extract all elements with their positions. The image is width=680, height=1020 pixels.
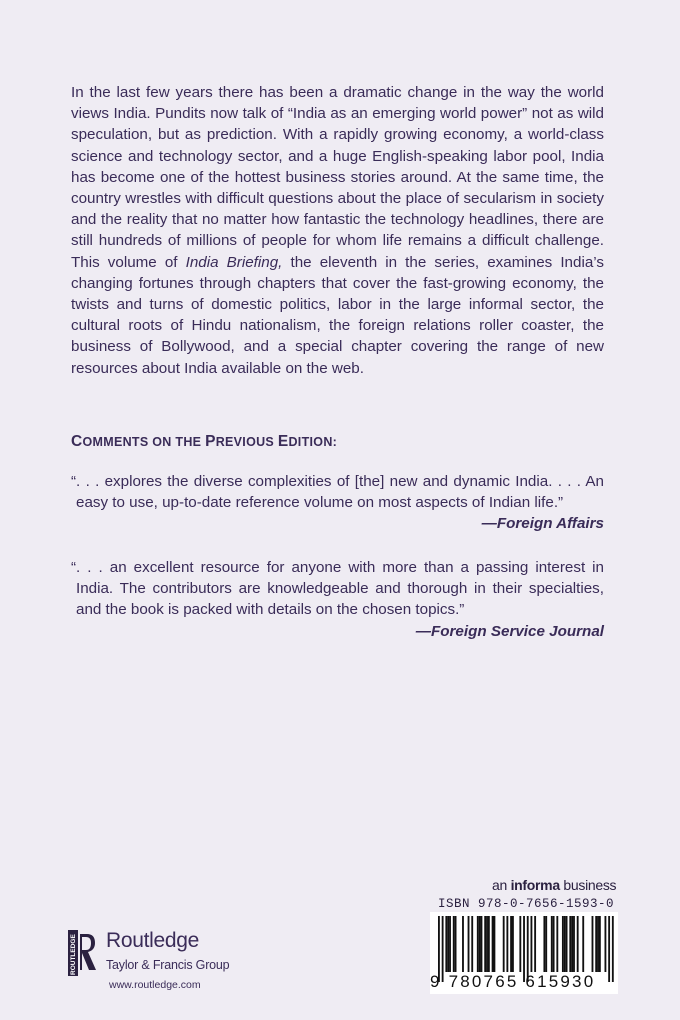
barcode-bar xyxy=(447,916,449,972)
barcode-bar xyxy=(512,916,514,972)
barcode-bar xyxy=(543,916,545,972)
barcode-bar xyxy=(573,916,575,972)
blurb-text-end: the eleventh in the series, examines India’s changing fortunes through chapters that cover the fast-growing economy, the twists and turns of domestic politics, labor in the large informal sector, the cultural roots of Hindu nationalism, the foreign relations roller coaster, the business of Bollywood, and a special chapter covering the range of new resources about India available on the web. xyxy=(71,253,604,377)
isbn-label: ISBN 978-0-7656-1593-0 xyxy=(438,897,615,911)
barcode-bar xyxy=(477,916,479,972)
barcode-bar xyxy=(519,916,521,972)
barcode-digits: 9 780765 615930 xyxy=(430,972,596,991)
barcode-bar xyxy=(462,916,464,972)
informa-business-tagline: an informa business xyxy=(492,877,617,893)
quote-text: “. . . an excellent resource for anyone with more than a passing interest in India. The contributors are knowledgeable and thorough in their specialties, and the book is packed with details on the chosen topics.” xyxy=(71,559,604,619)
barcode-bar xyxy=(531,916,533,972)
publisher-name: Routledge xyxy=(106,929,200,952)
quote-source: —Foreign Service Journal xyxy=(415,622,604,640)
barcode-bar xyxy=(492,916,494,972)
barcode-bar xyxy=(506,916,508,972)
quote-text: “. . . explores the diverse complexities of [the] new and dynamic India. . . . An easy to use, up-to-date reference volume on most aspects of Indian life.” xyxy=(71,473,604,512)
review-quote xyxy=(71,471,604,535)
barcode-bar xyxy=(592,916,594,972)
barcode-bar xyxy=(595,916,597,972)
barcode-bar xyxy=(468,916,470,972)
book-title: India Briefing, xyxy=(185,253,283,271)
barcode-bar xyxy=(445,916,447,972)
barcode-bar xyxy=(510,916,512,972)
barcode-bar xyxy=(534,916,536,972)
barcode-bar xyxy=(562,916,564,972)
barcode-bar xyxy=(479,916,481,972)
publisher-group: Taylor & Francis Group xyxy=(106,958,230,972)
barcode-bar xyxy=(481,916,483,972)
barcode-bar xyxy=(494,916,496,972)
barcode-bar xyxy=(577,916,579,972)
comments-heading: COMMENTS ON THE PREVIOUS EDITION: xyxy=(71,433,338,450)
barcode-bar xyxy=(582,916,584,972)
barcode-bar xyxy=(449,916,451,972)
barcode-bar xyxy=(566,916,568,972)
barcode-bar xyxy=(503,916,505,972)
barcode-bar xyxy=(471,916,473,972)
barcode-bar xyxy=(553,916,555,972)
barcode-bar xyxy=(556,916,558,972)
quote-source: —Foreign Affairs xyxy=(481,515,604,533)
barcode-bar xyxy=(455,916,457,972)
barcode-bar xyxy=(545,916,547,972)
svg-text:ROUTLEDGE: ROUTLEDGE xyxy=(70,934,77,975)
barcode-bar xyxy=(486,916,488,972)
review-quote xyxy=(71,557,604,642)
publisher-block xyxy=(68,928,268,998)
blurb-text-start: In the last few years there has been a dramatic change in the way the world views India. Pundits now talk of “India as an emerging world power” not as wild speculation, but as prediction. With a rapidly growing economy, a world-class science and technology sector, and a huge English-speaking labor pool, India has become one of the hottest business stories around. At the same time, the country wrestles with difficult questions about the place of secularism in society and the reality that no matter how fantastic the technology headlines, there are still hundreds of millions of people for whom life remains a difficult challenge. This volume of xyxy=(71,84,604,271)
publisher-url[interactable]: www.routledge.com xyxy=(109,979,201,991)
barcode-bar xyxy=(453,916,455,972)
barcode-bar xyxy=(551,916,553,972)
barcode-bar xyxy=(571,916,573,972)
barcode-bar xyxy=(484,916,486,972)
barcode xyxy=(430,912,618,994)
back-cover-blurb xyxy=(71,82,604,379)
barcode-bar xyxy=(605,916,607,972)
barcode-bar xyxy=(569,916,571,972)
barcode-bar xyxy=(564,916,566,972)
routledge-logo-icon xyxy=(68,930,98,978)
barcode-bar xyxy=(488,916,490,972)
barcode-bar xyxy=(597,916,599,972)
barcode-bar xyxy=(599,916,601,972)
